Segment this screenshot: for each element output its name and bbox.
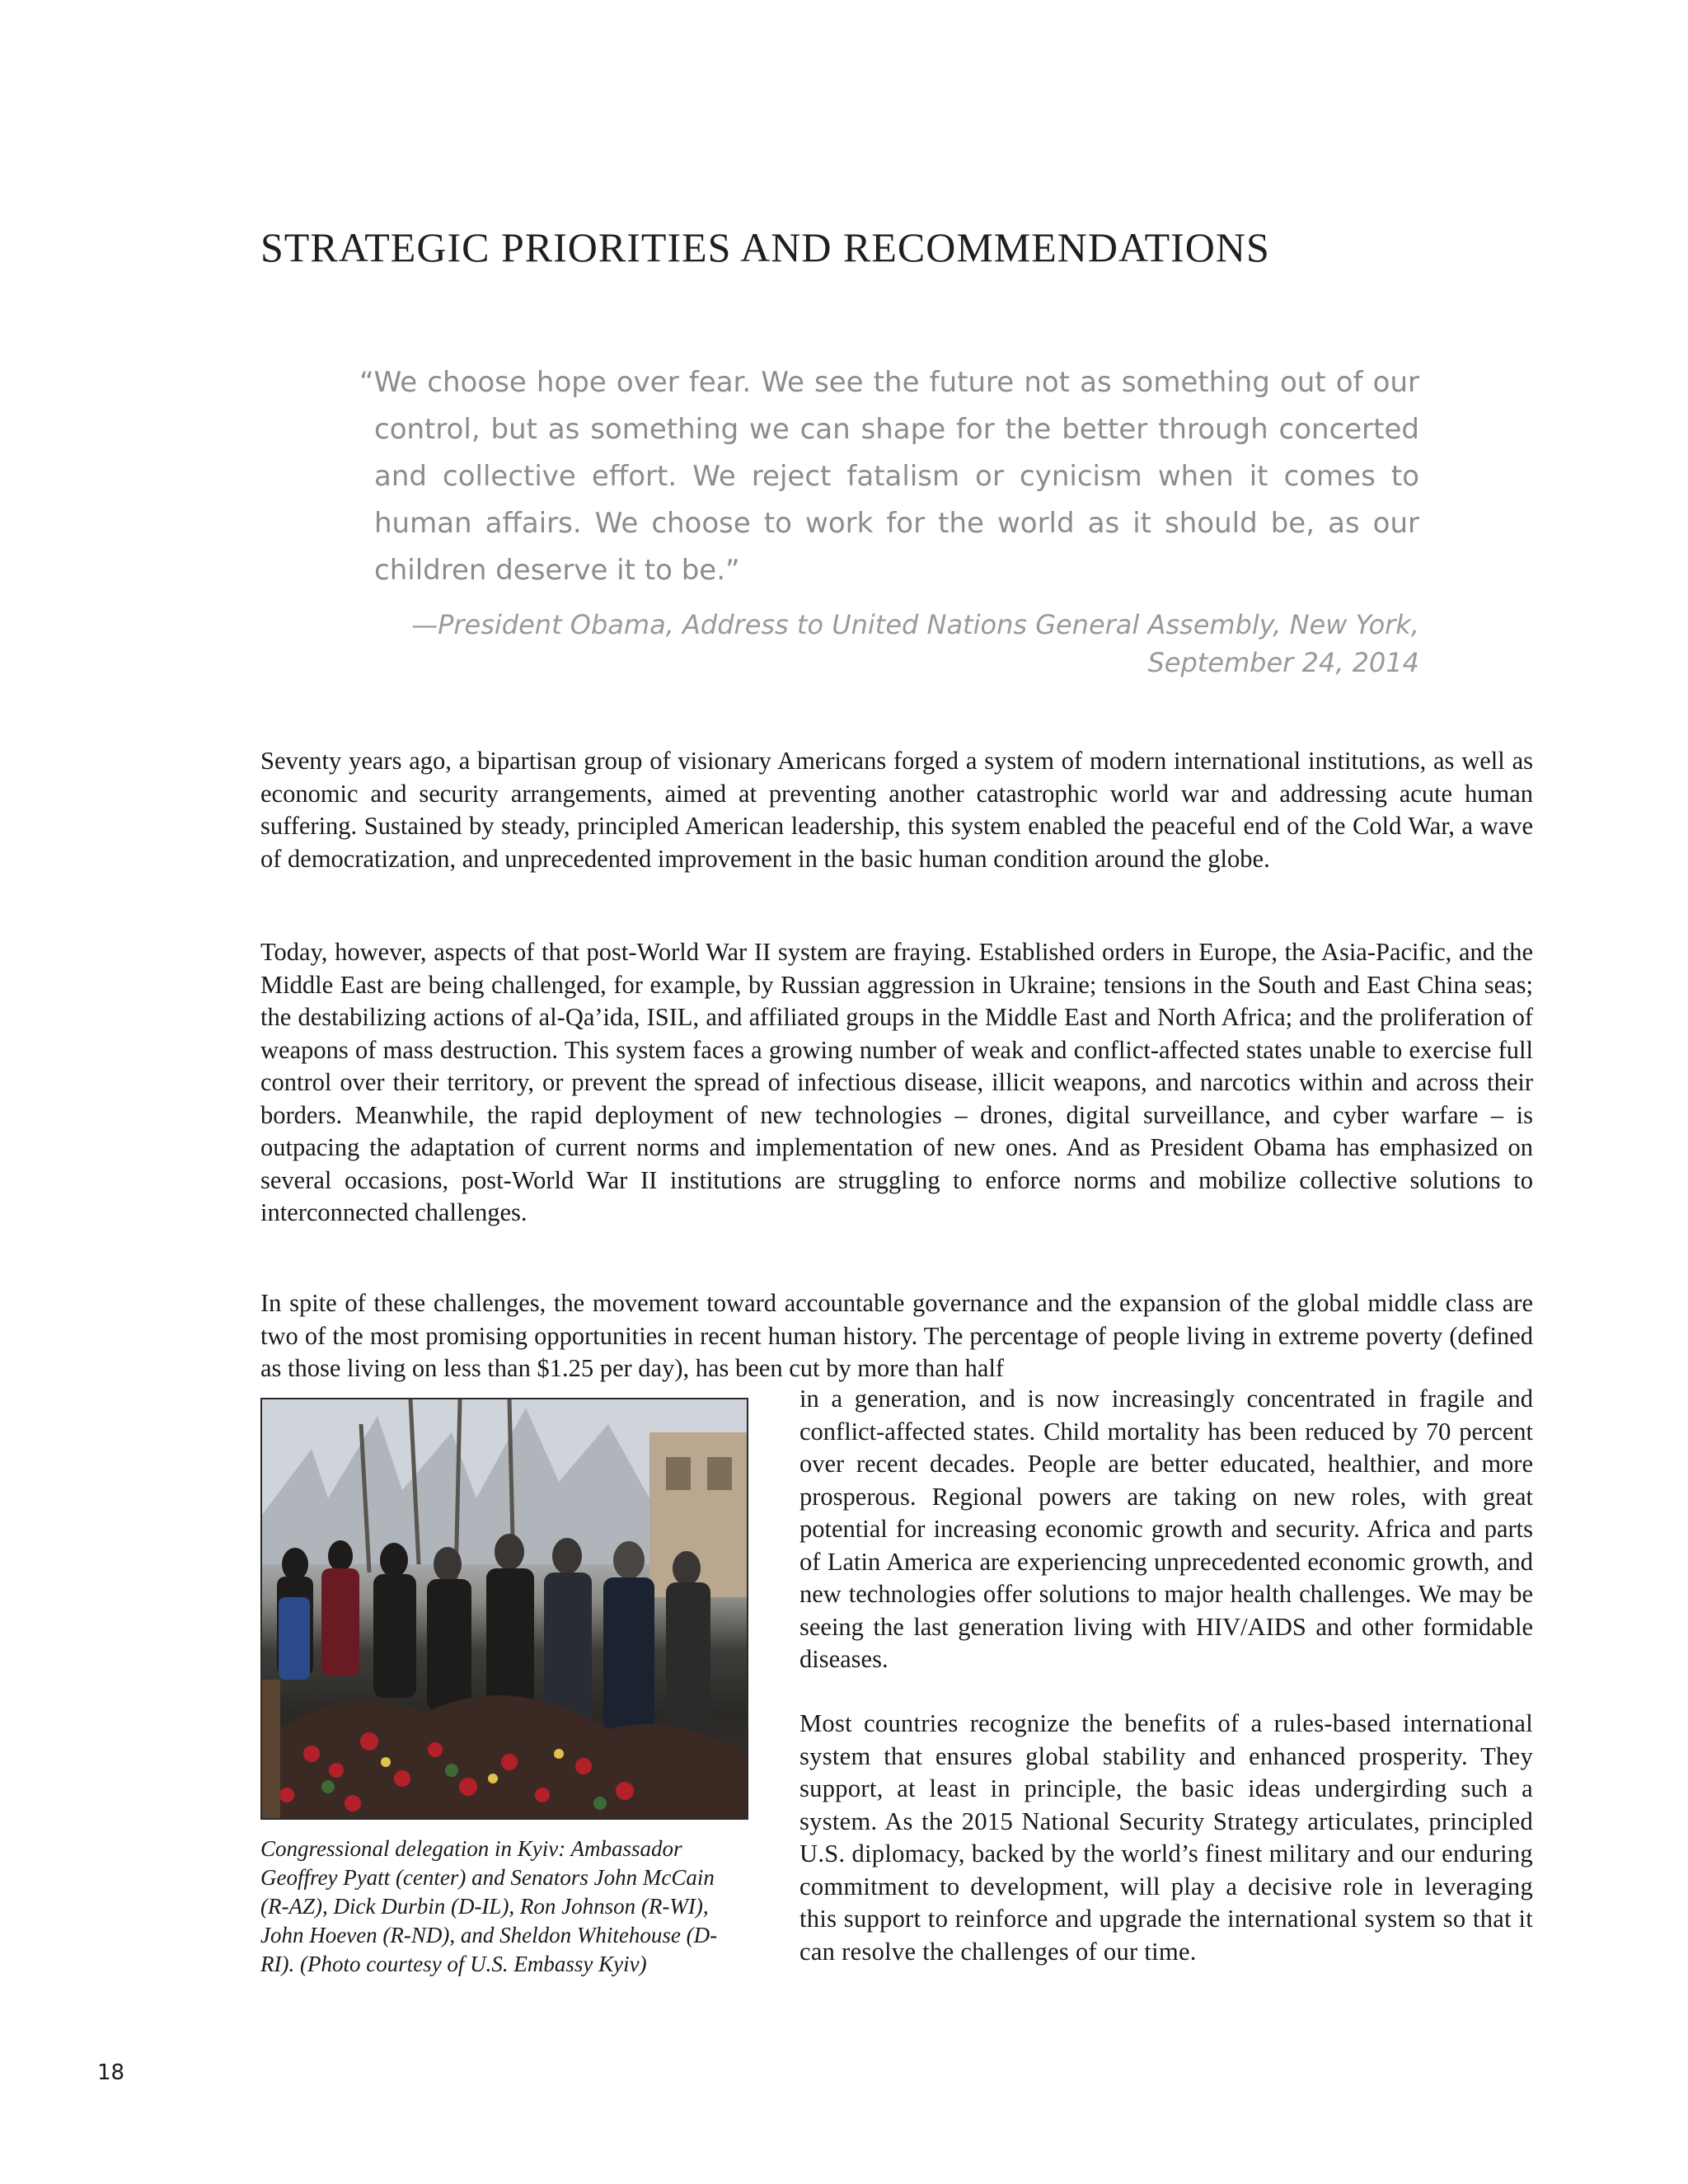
- paragraph-1-text: Seventy years ago, a bipartisan group of visionary Americans forged a system of modern international institutions, as well as economic and security arrangements, aimed at preventing another catastrophic world war and addressing acute human suffering. Sustained by steady, principled American leadership, this system enabled the peaceful end of the Cold War, a wave of democratization, and unprecedented improvement in the basic human condition around the globe.: [260, 747, 1533, 873]
- paragraph-4: [799, 1708, 1533, 1968]
- paragraph-2-text: Today, however, aspects of that post-World War II system are fraying. Established orders in Europe, the Asia-Pacific, and the Middle East are being challenged, for example, by Russian aggression in Ukraine; tensions in the South and East China seas; the destabilizing actions of al-Qa’ida, ISIL, and affiliated groups in the Middle East and North Africa; and the proliferation of weapons of mass destruction. This system faces a growing number of weak and conflict-affected states unable to exercise full control over their territory, or prevent the spread of infectious disease, illicit weapons, and narcotics within and across their borders. Meanwhile, the rapid deployment of new technologies – drones, digital surveillance, and cyber warfare – is outpacing the adaptation of current norms and implementation of new ones. And as President Obama has emphasized on several occasions, post-World War II institutions are struggling to enforce norms and mobilize collective solutions to interconnected challenges.: [260, 938, 1533, 1226]
- paragraph-3-continued: [799, 1383, 1533, 1676]
- page-number: 18: [97, 2060, 125, 2085]
- paragraph-3: [260, 1287, 1533, 1385]
- photo-caption: Congressional delegation in Kyiv: Ambassador Geoffrey Pyatt (center) and Senators John McCain (R-AZ), Dick Durbin (D-IL), Ron Johnson (R-WI), John Hoeven (R-ND), and Sheldon Whitehouse (D-RI). (Photo courtesy of U.S. Embassy Kyiv): [260, 1836, 718, 1976]
- quote-text: “We choose hope over fear. We see the future not as something out of our control, but as something we can shape for the better through concerted and collective effort. We reject fatalism or cynicism when it comes to human affairs. We choose to work for the world as it should be, as our children deserve it to be.”: [359, 366, 1419, 587]
- page-title: STRATEGIC PRIORITIES AND RECOMMENDATIONS: [260, 224, 1270, 270]
- paragraph-4-text: Most countries recognize the benefits of a rules-based international system that ensures global stability and enhanced prosperity. They support, at least in principle, the basic ideas undergirding such a system. As the 2015 National Security Strategy articulates, principled U.S. diplomacy, backed by the world’s finest military and our enduring commitment to development, will play a decisive role in leveraging this support to reinforce and upgrade the international system so that it can resolve the challenges of our time.: [799, 1709, 1533, 1966]
- paragraph-3-text: In spite of these challenges, the movement toward accountable governance and the expansion of the global middle class are two of the most promising opportunities in recent human history. The percentage of people living in extreme poverty (defined as those living on less than $1.25 per day), has been cut by more than half: [260, 1289, 1533, 1382]
- quote-attribution-line1: —President Obama, Address to United Nations General Assembly, New York,: [411, 609, 1419, 640]
- paragraph-1: [260, 745, 1533, 875]
- quote-attribution: [356, 606, 1419, 682]
- quote-attribution-line2: September 24, 2014: [1147, 647, 1419, 678]
- pull-quote: [356, 359, 1419, 682]
- delegation-photo: [260, 1398, 748, 1820]
- paragraph-3-continued-text: in a generation, and is now increasingly concentrated in fragile and conflict-affected states. Child mortality has been reduced by 70 percent over recent decades. People are better educated, healthier, and more prosperous. Regional powers are taking on new roles, with great potential for increasing economic growth and security. Africa and parts of Latin America are experiencing unprecedented economic growth, and new technologies offer solutions to major health challenges. We may be seeing the last generation living with HIV/AIDS and other formidable diseases.: [799, 1385, 1533, 1673]
- paragraph-2: [260, 936, 1533, 1230]
- photo-figure: [260, 1398, 748, 1979]
- delegation-photo-illustration: [262, 1399, 747, 1818]
